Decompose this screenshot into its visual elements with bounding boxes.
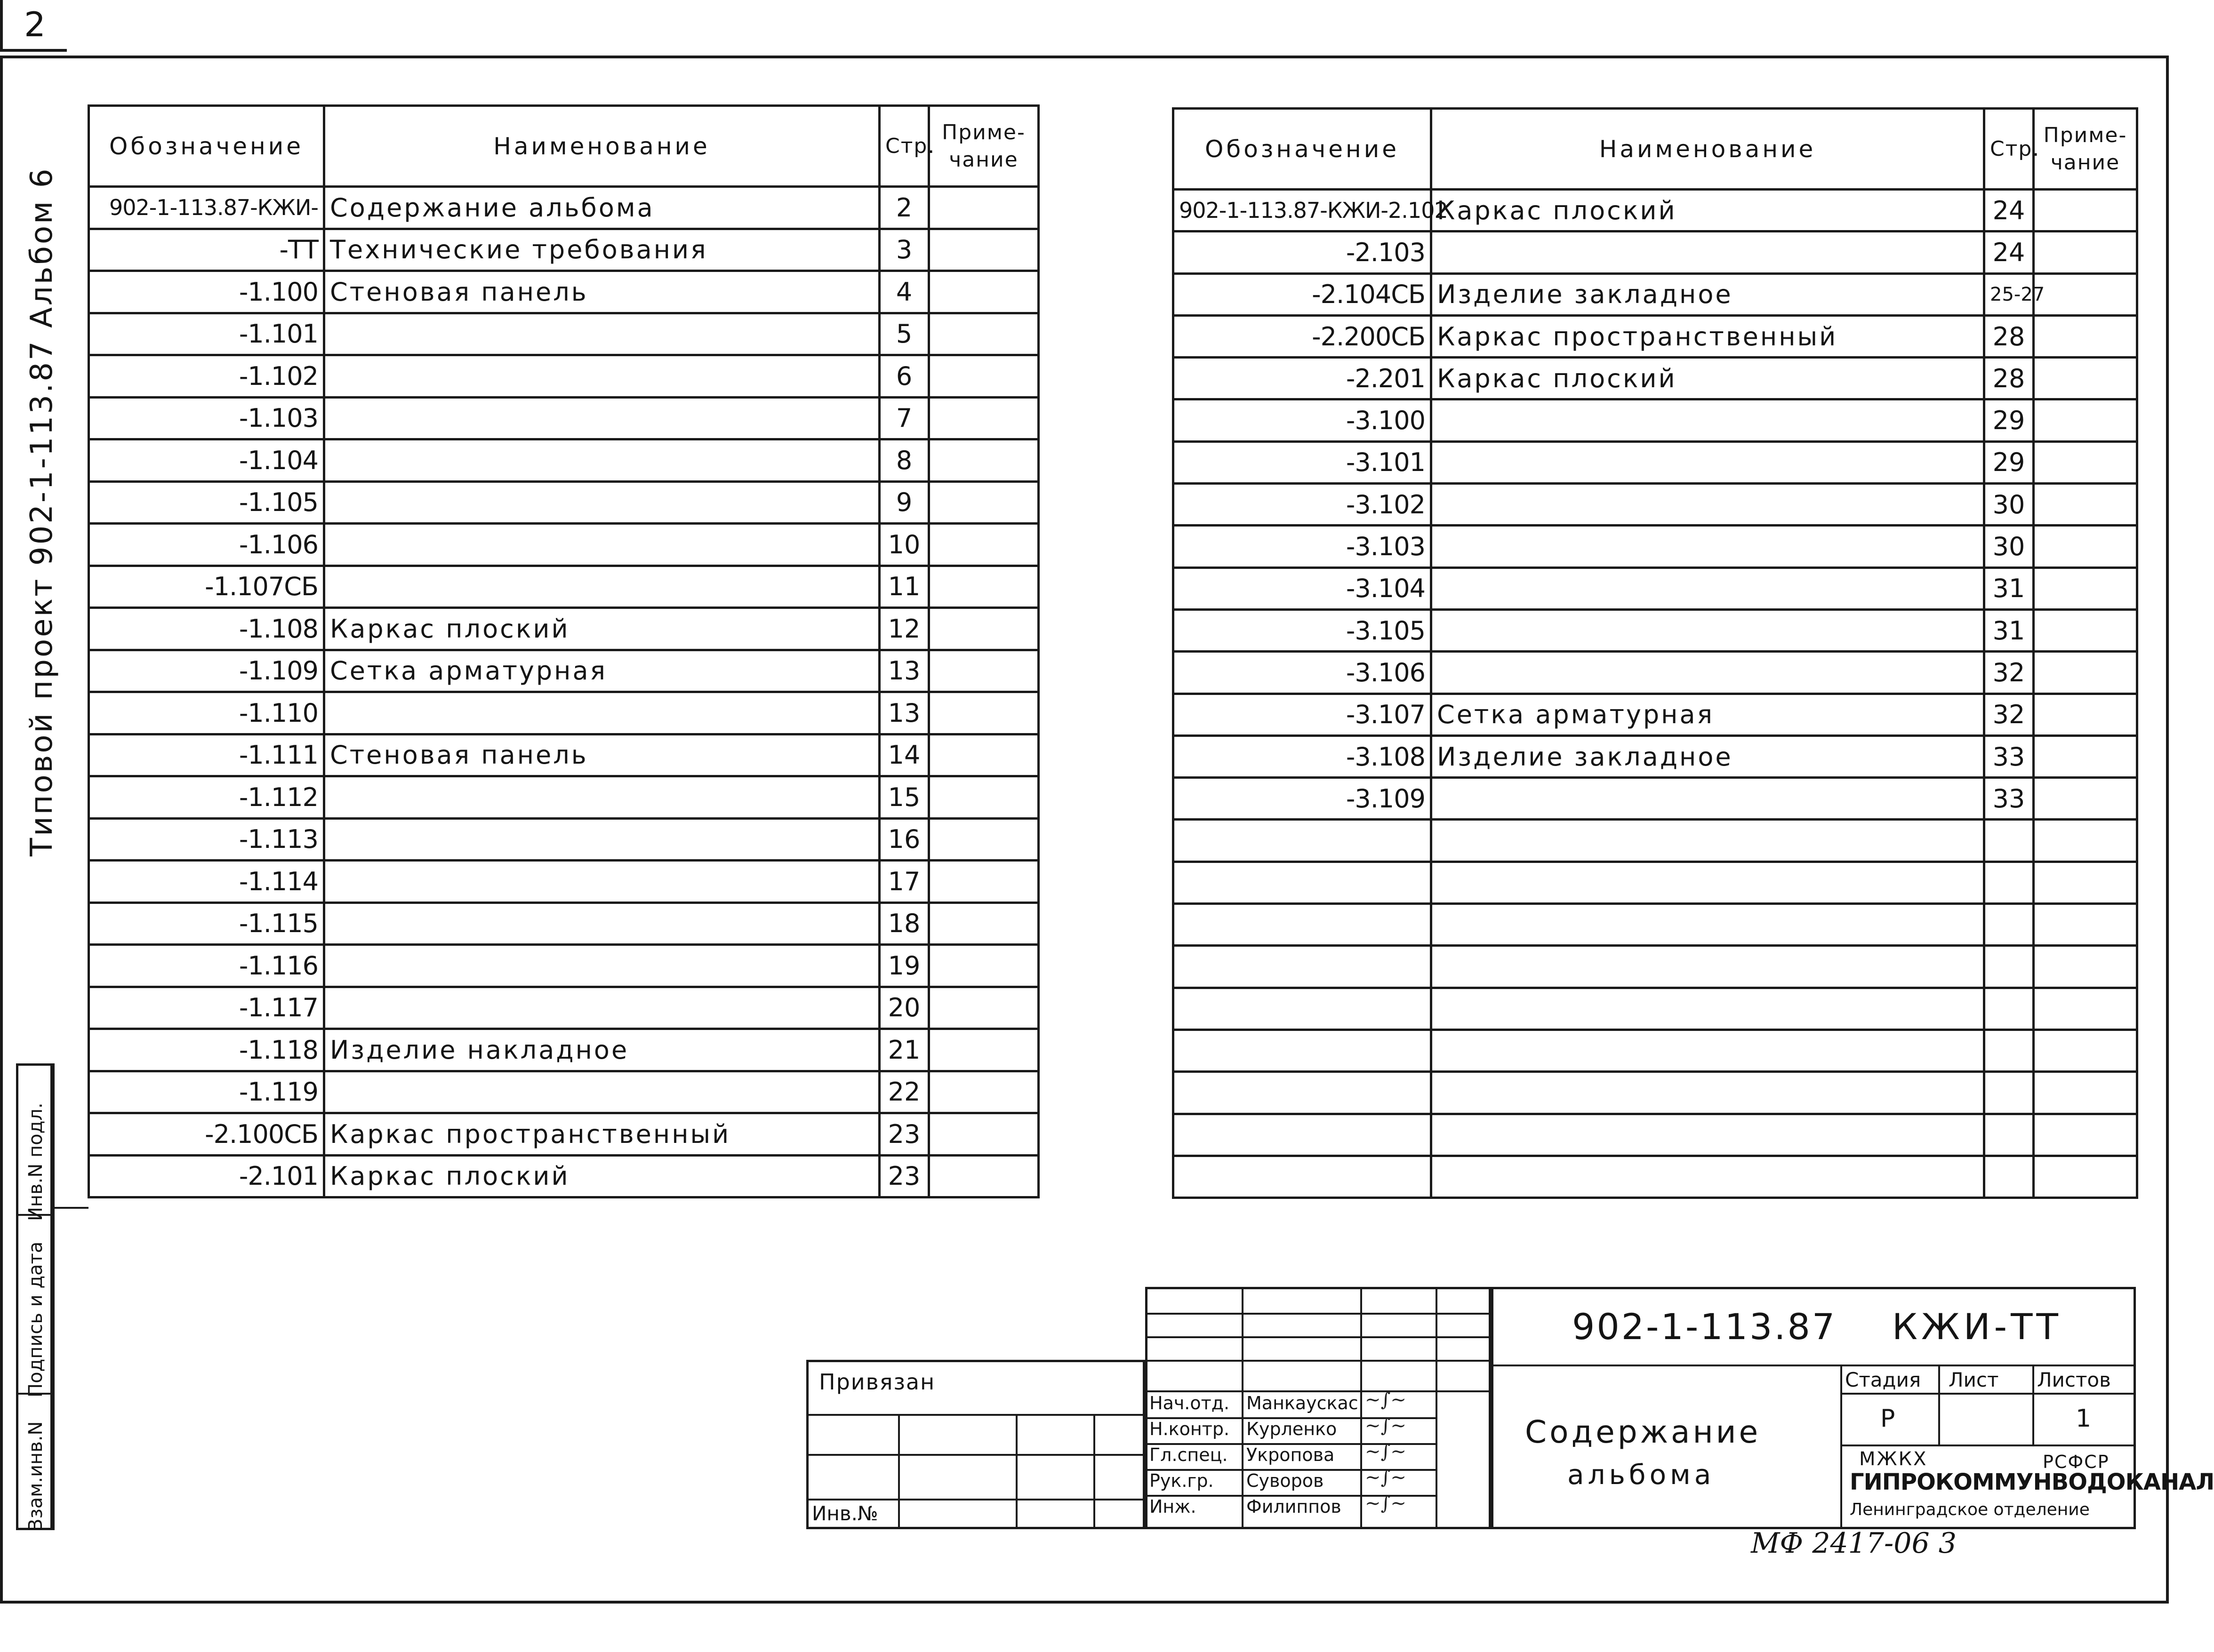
inv-no-label: Инв.№: [812, 1502, 878, 1525]
row-note: [2034, 231, 2137, 273]
row-note: [2034, 441, 2137, 483]
row-designation: 902-1-113.87-КЖИ-: [89, 187, 324, 229]
row-note: [929, 187, 1039, 229]
row-note: [2034, 946, 2137, 988]
header-designation: Обозначение: [1173, 109, 1431, 190]
row-designation: -1.116: [89, 945, 324, 987]
row-name: [1431, 567, 1984, 609]
table-row: [1173, 609, 2137, 651]
row-note: [929, 650, 1039, 692]
row-note: [2034, 904, 2137, 946]
handwritten-signature: ~∫~: [1365, 1467, 1406, 1488]
stage-label: Стадия: [1845, 1368, 1921, 1391]
table-row: [89, 481, 1039, 524]
row-designation: -3.108: [1173, 735, 1431, 777]
row-note: [929, 439, 1039, 482]
signature-role: Гл.спец.: [1149, 1445, 1228, 1465]
table-row: [1173, 484, 2137, 526]
row-designation: -1.106: [89, 524, 324, 566]
signature-name: Манкаускас: [1246, 1393, 1358, 1413]
row-note: [929, 861, 1039, 903]
row-page: 29: [1984, 441, 2034, 483]
row-note: [2034, 1156, 2137, 1197]
row-name: [1431, 1156, 1984, 1197]
table-row: [89, 861, 1039, 903]
row-note: [2034, 988, 2137, 1030]
row-page: 20: [880, 987, 929, 1029]
row-designation: -2.101: [89, 1155, 324, 1197]
row-name: [1431, 778, 1984, 820]
handwritten-signature: ~∫~: [1365, 1492, 1406, 1514]
table-row: [89, 313, 1039, 355]
handwritten-signature: ~∫~: [1365, 1415, 1406, 1437]
row-page: [1984, 1156, 2034, 1197]
table-row: [1173, 1030, 2137, 1071]
row-name: [324, 439, 880, 482]
row-page: 22: [880, 1071, 929, 1113]
row-page: 32: [1984, 694, 2034, 735]
signature-name: Курленко: [1246, 1419, 1337, 1439]
row-name: [324, 481, 880, 524]
row-page: 31: [1984, 567, 2034, 609]
org-ministry: МЖКХ: [1859, 1448, 1928, 1470]
row-name: [324, 776, 880, 819]
stamp-repl-inv: Взам.инв.N: [25, 1421, 47, 1532]
row-note: [2034, 735, 2137, 777]
row-designation: -2.200СБ: [1173, 315, 1431, 357]
row-name: [324, 566, 880, 608]
row-page: [1984, 1030, 2034, 1071]
table-row: [1173, 988, 2137, 1030]
row-designation: -3.103: [1173, 526, 1431, 567]
row-note: [2034, 820, 2137, 862]
row-designation: -3.107: [1173, 694, 1431, 735]
row-note: [2034, 1030, 2137, 1071]
row-name: Каркас плоский: [1431, 190, 1984, 231]
signature-name: Укропова: [1246, 1445, 1335, 1465]
header-page: Стр.: [1984, 109, 2034, 190]
row-page: 13: [880, 650, 929, 692]
row-name: Изделие накладное: [324, 1029, 880, 1071]
row-name: [324, 818, 880, 861]
row-page: 24: [1984, 190, 2034, 231]
archive-number: МФ 2417-06 3: [1751, 1527, 1957, 1560]
row-name: [1431, 526, 1984, 567]
row-note: [929, 524, 1039, 566]
row-name: [324, 861, 880, 903]
header-note: Приме-чание: [929, 106, 1039, 187]
row-note: [2034, 484, 2137, 526]
row-page: 5: [880, 313, 929, 355]
doc-mark: КЖИ-ТТ: [1892, 1306, 2062, 1348]
row-page: 28: [1984, 358, 2034, 399]
row-name: Изделие закладное: [1431, 273, 1984, 315]
row-name: [324, 355, 880, 398]
row-page: 31: [1984, 609, 2034, 651]
row-page: 30: [1984, 484, 2034, 526]
row-designation: -1.114: [89, 861, 324, 903]
row-note: [929, 397, 1039, 439]
table-row: [89, 650, 1039, 692]
table-row: [1173, 735, 2137, 777]
page-number: 2: [0, 0, 67, 52]
row-designation: -3.100: [1173, 399, 1431, 441]
row-designation: -3.101: [1173, 441, 1431, 483]
row-designation: -3.102: [1173, 484, 1431, 526]
row-name: [1431, 231, 1984, 273]
row-page: 28: [1984, 315, 2034, 357]
table-row: [89, 902, 1039, 945]
row-note: [2034, 399, 2137, 441]
header-name: Наименование: [324, 106, 880, 187]
table-row: [89, 945, 1039, 987]
row-name: [1431, 904, 1984, 946]
row-name: [1431, 820, 1984, 862]
org-republic: РСФСР: [2043, 1452, 2110, 1472]
row-note: [929, 692, 1039, 734]
table-row: [89, 608, 1039, 650]
row-page: 33: [1984, 735, 2034, 777]
row-page: 7: [880, 397, 929, 439]
row-name: [1431, 652, 1984, 694]
row-page: 4: [880, 271, 929, 313]
row-designation: -1.104: [89, 439, 324, 482]
table-row: [89, 692, 1039, 734]
row-page: [1984, 1072, 2034, 1114]
row-note: [929, 818, 1039, 861]
row-note: [2034, 567, 2137, 609]
signature-name: Суворов: [1246, 1470, 1324, 1491]
row-designation: -2.201: [1173, 358, 1431, 399]
row-page: 3: [880, 229, 929, 271]
row-designation: -2.104СБ: [1173, 273, 1431, 315]
row-name: Каркас пространственный: [1431, 315, 1984, 357]
row-note: [929, 902, 1039, 945]
table-row: [89, 734, 1039, 776]
row-name: [324, 945, 880, 987]
signature-role: Рук.гр.: [1149, 1470, 1214, 1491]
table-row: [1173, 526, 2137, 567]
row-designation: -1.117: [89, 987, 324, 1029]
row-name: [324, 902, 880, 945]
row-note: [2034, 652, 2137, 694]
table-row: [1173, 1156, 2137, 1197]
signature-role: Н.контр.: [1149, 1419, 1230, 1439]
row-designation: [1173, 1114, 1431, 1156]
table-row: [1173, 778, 2137, 820]
row-name: [324, 987, 880, 1029]
row-note: [2034, 778, 2137, 820]
row-designation: -1.103: [89, 397, 324, 439]
sheet-label: Лист: [1949, 1368, 1999, 1391]
table-row: [89, 818, 1039, 861]
row-designation: -3.105: [1173, 609, 1431, 651]
row-note: [929, 734, 1039, 776]
row-note: [929, 566, 1039, 608]
row-page: 23: [880, 1155, 929, 1197]
row-note: [2034, 1114, 2137, 1156]
row-name: [1431, 441, 1984, 483]
table-row: [89, 566, 1039, 608]
row-designation: [1173, 862, 1431, 903]
header-designation: Обозначение: [89, 106, 324, 187]
sheet-title-line1: Содержание: [1525, 1414, 1761, 1450]
contents-table-right: [1172, 107, 2138, 1199]
row-designation: [1173, 1072, 1431, 1114]
row-page: 19: [880, 945, 929, 987]
header-page: Стр.: [880, 106, 929, 187]
row-note: [929, 945, 1039, 987]
row-designation: -1.105: [89, 481, 324, 524]
row-name: [324, 397, 880, 439]
org-branch: Ленинградское отделение: [1850, 1500, 2090, 1519]
table-row: [1173, 694, 2137, 735]
table-row: [1173, 273, 2137, 315]
row-designation: -2.100СБ: [89, 1113, 324, 1156]
row-name: [1431, 862, 1984, 903]
row-page: [1984, 862, 2034, 903]
row-page: 25-27: [1984, 273, 2034, 315]
row-name: [1431, 484, 1984, 526]
row-designation: -1.101: [89, 313, 324, 355]
stage-value: Р: [1880, 1405, 1895, 1433]
row-designation: [1173, 904, 1431, 946]
row-name: Каркас плоский: [324, 1155, 880, 1197]
row-page: 16: [880, 818, 929, 861]
row-name: [1431, 1030, 1984, 1071]
table-row: [1173, 231, 2137, 273]
row-page: 11: [880, 566, 929, 608]
row-designation: -1.109: [89, 650, 324, 692]
doc-code: 902-1-113.87: [1572, 1306, 1837, 1348]
stamp-sign-date: Подпись и дата: [25, 1241, 47, 1397]
row-name: [1431, 609, 1984, 651]
table-row: [1173, 567, 2137, 609]
row-name: Содержание альбома: [324, 187, 880, 229]
sheets-value: 1: [2076, 1405, 2092, 1433]
row-designation: -1.115: [89, 902, 324, 945]
row-designation: [1173, 988, 1431, 1030]
stamp-inv-orig: Инв.N подл.: [25, 1102, 47, 1221]
row-page: 17: [880, 861, 929, 903]
row-designation: [1173, 1030, 1431, 1071]
row-designation: -1.108: [89, 608, 324, 650]
table-row: [89, 229, 1039, 271]
row-page: 29: [1984, 399, 2034, 441]
table-row: [89, 776, 1039, 819]
row-page: 13: [880, 692, 929, 734]
row-page: [1984, 1114, 2034, 1156]
table-row: [89, 355, 1039, 398]
table-row: [1173, 862, 2137, 903]
row-note: [929, 355, 1039, 398]
row-designation: [1173, 820, 1431, 862]
table-row: [89, 439, 1039, 482]
table-row: [1173, 190, 2137, 231]
table-row: [1173, 1072, 2137, 1114]
row-designation: -ТТ: [89, 229, 324, 271]
table-row: [1173, 820, 2137, 862]
row-page: 2: [880, 187, 929, 229]
row-page: [1984, 946, 2034, 988]
row-note: [929, 271, 1039, 313]
handwritten-signature: ~∫~: [1365, 1441, 1406, 1462]
row-designation: -1.111: [89, 734, 324, 776]
org-name: ГИПРОКОММУНВОДОКАНАЛ: [1850, 1469, 2214, 1495]
row-page: 32: [1984, 652, 2034, 694]
row-name: Каркас плоский: [1431, 358, 1984, 399]
row-page: 24: [1984, 231, 2034, 273]
header-note: Приме-чание: [2034, 109, 2137, 190]
row-page: [1984, 988, 2034, 1030]
table-row: [1173, 315, 2137, 357]
row-designation: -1.110: [89, 692, 324, 734]
row-note: [2034, 526, 2137, 567]
row-designation: -1.100: [89, 271, 324, 313]
row-note: [929, 1029, 1039, 1071]
side-stamp: [16, 1063, 53, 1530]
row-note: [2034, 273, 2137, 315]
row-page: 6: [880, 355, 929, 398]
row-designation: [1173, 1156, 1431, 1197]
row-page: [1984, 904, 2034, 946]
row-designation: -3.104: [1173, 567, 1431, 609]
row-note: [2034, 358, 2137, 399]
row-note: [929, 987, 1039, 1029]
row-page: 9: [880, 481, 929, 524]
row-name: [1431, 988, 1984, 1030]
row-note: [929, 1113, 1039, 1156]
row-note: [929, 608, 1039, 650]
table-row: [1173, 399, 2137, 441]
sheet-title-line2: альбома: [1567, 1459, 1715, 1491]
table-row: [89, 1071, 1039, 1113]
row-designation: -3.109: [1173, 778, 1431, 820]
table-row: [89, 187, 1039, 229]
signature-role: Инж.: [1149, 1496, 1196, 1517]
row-designation: [1173, 946, 1431, 988]
row-name: Сетка арматурная: [1431, 694, 1984, 735]
signature-role: Нач.отд.: [1149, 1393, 1230, 1413]
row-page: 14: [880, 734, 929, 776]
row-page: 15: [880, 776, 929, 819]
row-designation: -1.113: [89, 818, 324, 861]
row-page: 30: [1984, 526, 2034, 567]
row-designation: -2.103: [1173, 231, 1431, 273]
row-designation: -1.118: [89, 1029, 324, 1071]
table-row: [89, 987, 1039, 1029]
table-row: [89, 524, 1039, 566]
signature-name: Филиппов: [1246, 1496, 1341, 1517]
row-note: [2034, 694, 2137, 735]
row-designation: -3.106: [1173, 652, 1431, 694]
row-note: [929, 313, 1039, 355]
row-name: Каркас плоский: [324, 608, 880, 650]
sheets-label: Листов: [2037, 1368, 2111, 1391]
row-designation: -1.102: [89, 355, 324, 398]
row-page: 18: [880, 902, 929, 945]
row-note: [2034, 190, 2137, 231]
table-row: [89, 397, 1039, 439]
row-name: Технические требования: [324, 229, 880, 271]
side-title: Типовой проект 902-1-113.87 Альбом 6: [24, 167, 59, 856]
row-note: [929, 1155, 1039, 1197]
row-designation: -1.119: [89, 1071, 324, 1113]
row-page: 21: [880, 1029, 929, 1071]
row-page: [1984, 820, 2034, 862]
table-row: [1173, 946, 2137, 988]
header-name: Наименование: [1431, 109, 1984, 190]
row-name: Стеновая панель: [324, 271, 880, 313]
row-name: Изделие закладное: [1431, 735, 1984, 777]
row-page: 33: [1984, 778, 2034, 820]
row-name: [324, 692, 880, 734]
table-row: [1173, 441, 2137, 483]
row-designation: -1.107СБ: [89, 566, 324, 608]
row-name: [1431, 946, 1984, 988]
row-note: [929, 776, 1039, 819]
row-page: 23: [880, 1113, 929, 1156]
row-note: [2034, 1072, 2137, 1114]
row-name: Каркас пространственный: [324, 1113, 880, 1156]
row-name: [1431, 1114, 1984, 1156]
row-name: [1431, 1072, 1984, 1114]
row-name: Сетка арматурная: [324, 650, 880, 692]
table-row: [1173, 904, 2137, 946]
row-note: [929, 229, 1039, 271]
row-note: [2034, 315, 2137, 357]
row-name: Стеновая панель: [324, 734, 880, 776]
row-name: [1431, 399, 1984, 441]
table-row: [89, 271, 1039, 313]
row-name: [324, 1071, 880, 1113]
handwritten-signature: ~∫~: [1365, 1389, 1406, 1411]
row-page: 12: [880, 608, 929, 650]
binding-label: Привязан: [819, 1369, 936, 1395]
row-designation: 902-1-113.87-КЖИ-2.102: [1173, 190, 1431, 231]
table-row: [89, 1113, 1039, 1156]
contents-table-left: [88, 104, 1040, 1198]
row-note: [929, 1071, 1039, 1113]
table-row: [89, 1029, 1039, 1071]
row-page: 10: [880, 524, 929, 566]
table-row: [1173, 652, 2137, 694]
row-name: [324, 313, 880, 355]
table-row: [1173, 358, 2137, 399]
row-designation: -1.112: [89, 776, 324, 819]
table-row: [1173, 1114, 2137, 1156]
row-page: 8: [880, 439, 929, 482]
row-note: [2034, 609, 2137, 651]
row-note: [929, 481, 1039, 524]
row-note: [2034, 862, 2137, 903]
row-name: [324, 524, 880, 566]
table-row: [89, 1155, 1039, 1197]
